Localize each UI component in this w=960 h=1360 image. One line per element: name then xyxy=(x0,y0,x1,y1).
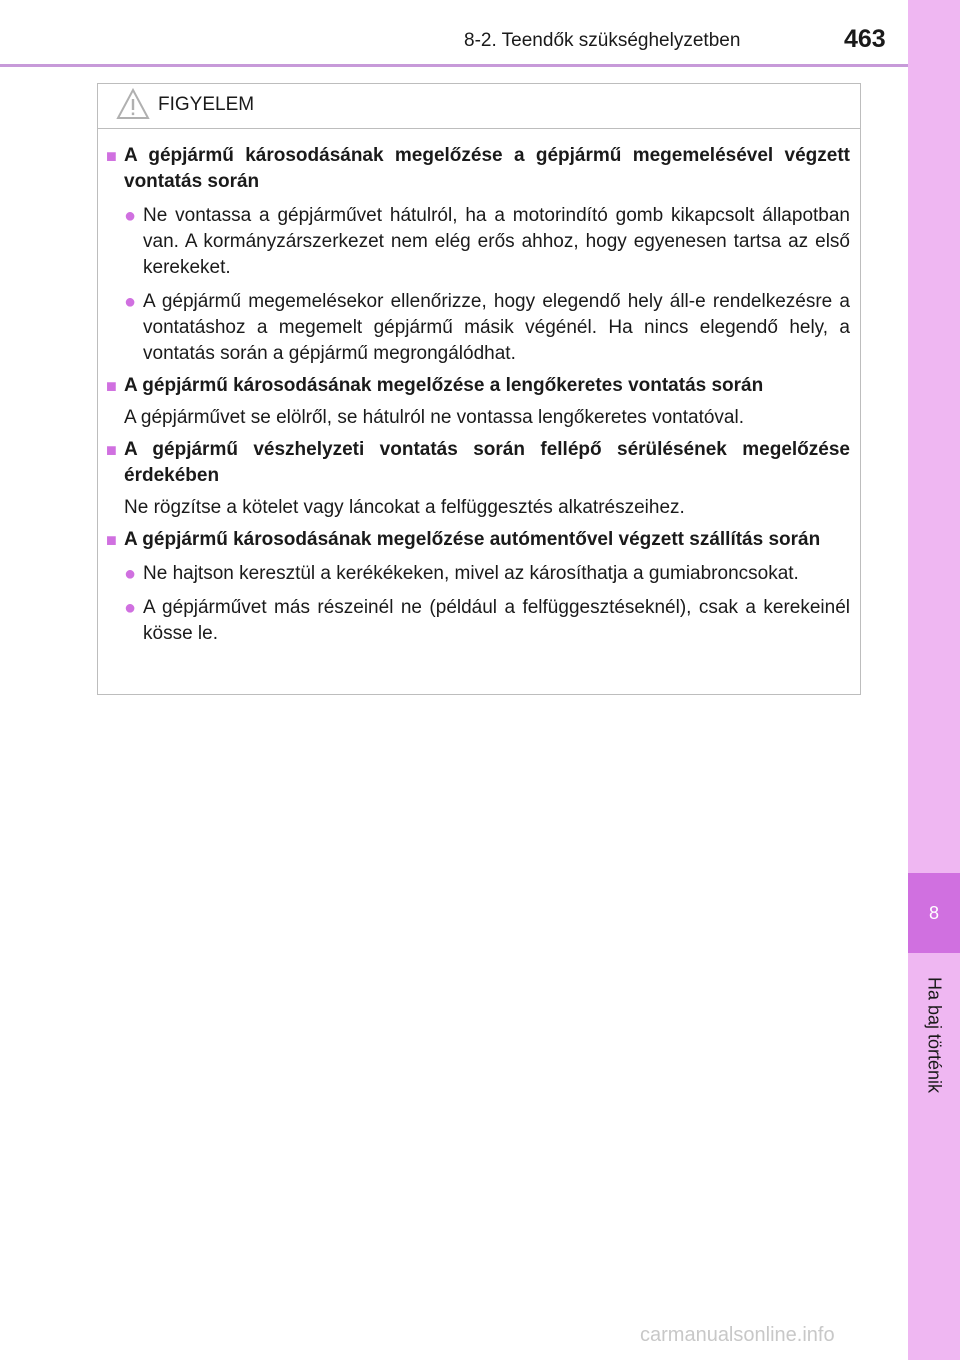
header-rule xyxy=(0,64,908,67)
list-item-text: Ne vontassa a gépjárművet hátulról, ha a motorindító gomb kikapcsolt állapotban van. A kormányzárszerkezet nem elég erős ahhoz, hogy egyenesen tartsa az első kerekeket. xyxy=(143,205,850,278)
warning-box xyxy=(97,83,861,695)
warning-triangle-icon xyxy=(116,88,150,120)
chapter-label: Ha baj történik xyxy=(924,976,945,1094)
warning-section xyxy=(106,527,850,647)
list-item-text: A gépjármű megemelésekor ellenőrizze, hogy elegendő hely áll-e rendelkezésre a vontatáshoz a megemelt gépjármű másik végénél. Ha nincs elegendő hely, a vontatás során a gépjármű megrongálódhat. xyxy=(143,291,850,364)
list-item xyxy=(124,561,850,587)
section-heading-text: A gépjármű vészhelyzeti vontatás során fellépő sérülésének megelőzése érdekében xyxy=(124,439,850,486)
page-number: 463 xyxy=(844,25,886,53)
warning-section xyxy=(106,373,850,431)
section-heading-text: A gépjármű károsodásának megelőzése a lengőkeretes vontatás során xyxy=(124,375,764,396)
section-title: 8-2. Teendők szükséghelyzetben xyxy=(464,30,741,51)
round-bullet-icon: ● xyxy=(124,205,137,227)
list-item xyxy=(124,203,850,281)
section-heading xyxy=(106,143,850,195)
round-bullet-icon: ● xyxy=(124,291,137,313)
warning-section xyxy=(106,143,850,367)
square-bullet-icon: ■ xyxy=(106,376,117,396)
section-heading xyxy=(106,373,850,399)
chapter-number-tab[interactable] xyxy=(908,873,960,953)
round-bullet-icon: ● xyxy=(124,597,137,619)
list-item-text: Ne hajtson keresztül a kerékékeken, mivel az károsíthatja a gumiabroncsokat. xyxy=(143,563,799,584)
section-heading xyxy=(106,437,850,489)
square-bullet-icon: ■ xyxy=(106,146,117,166)
square-bullet-icon: ■ xyxy=(106,530,117,550)
list-item xyxy=(124,595,850,647)
warning-label: FIGYELEM xyxy=(158,94,255,115)
list-item xyxy=(124,289,850,367)
side-tab xyxy=(908,0,960,1360)
section-paragraph: Ne rögzítse a kötelet vagy láncokat a felfüggesztés alkatrészeihez. xyxy=(124,497,685,518)
chapter-number: 8 xyxy=(928,902,939,923)
section-heading-text: A gépjármű károsodásának megelőzése autómentővel végzett szállítás során xyxy=(124,529,821,550)
warning-body xyxy=(98,129,860,647)
square-bullet-icon: ■ xyxy=(106,440,117,460)
round-bullet-icon: ● xyxy=(124,563,137,585)
list-item-text: A gépjárművet más részeinél ne (például a felfüggesztéseknél), csak a kerekeinél kösse le. xyxy=(143,597,850,644)
section-heading-text: A gépjármű károsodásának megelőzése a gépjármű megemelésével végzett vontatás során xyxy=(124,145,850,192)
warning-header xyxy=(98,84,860,129)
section-heading xyxy=(106,527,850,553)
watermark[interactable]: carmanualsonline.info xyxy=(640,1324,835,1346)
warning-section xyxy=(106,437,850,521)
section-paragraph: A gépjárművet se elölről, se hátulról ne vontassa lengőkeretes vontatóval. xyxy=(124,407,744,428)
